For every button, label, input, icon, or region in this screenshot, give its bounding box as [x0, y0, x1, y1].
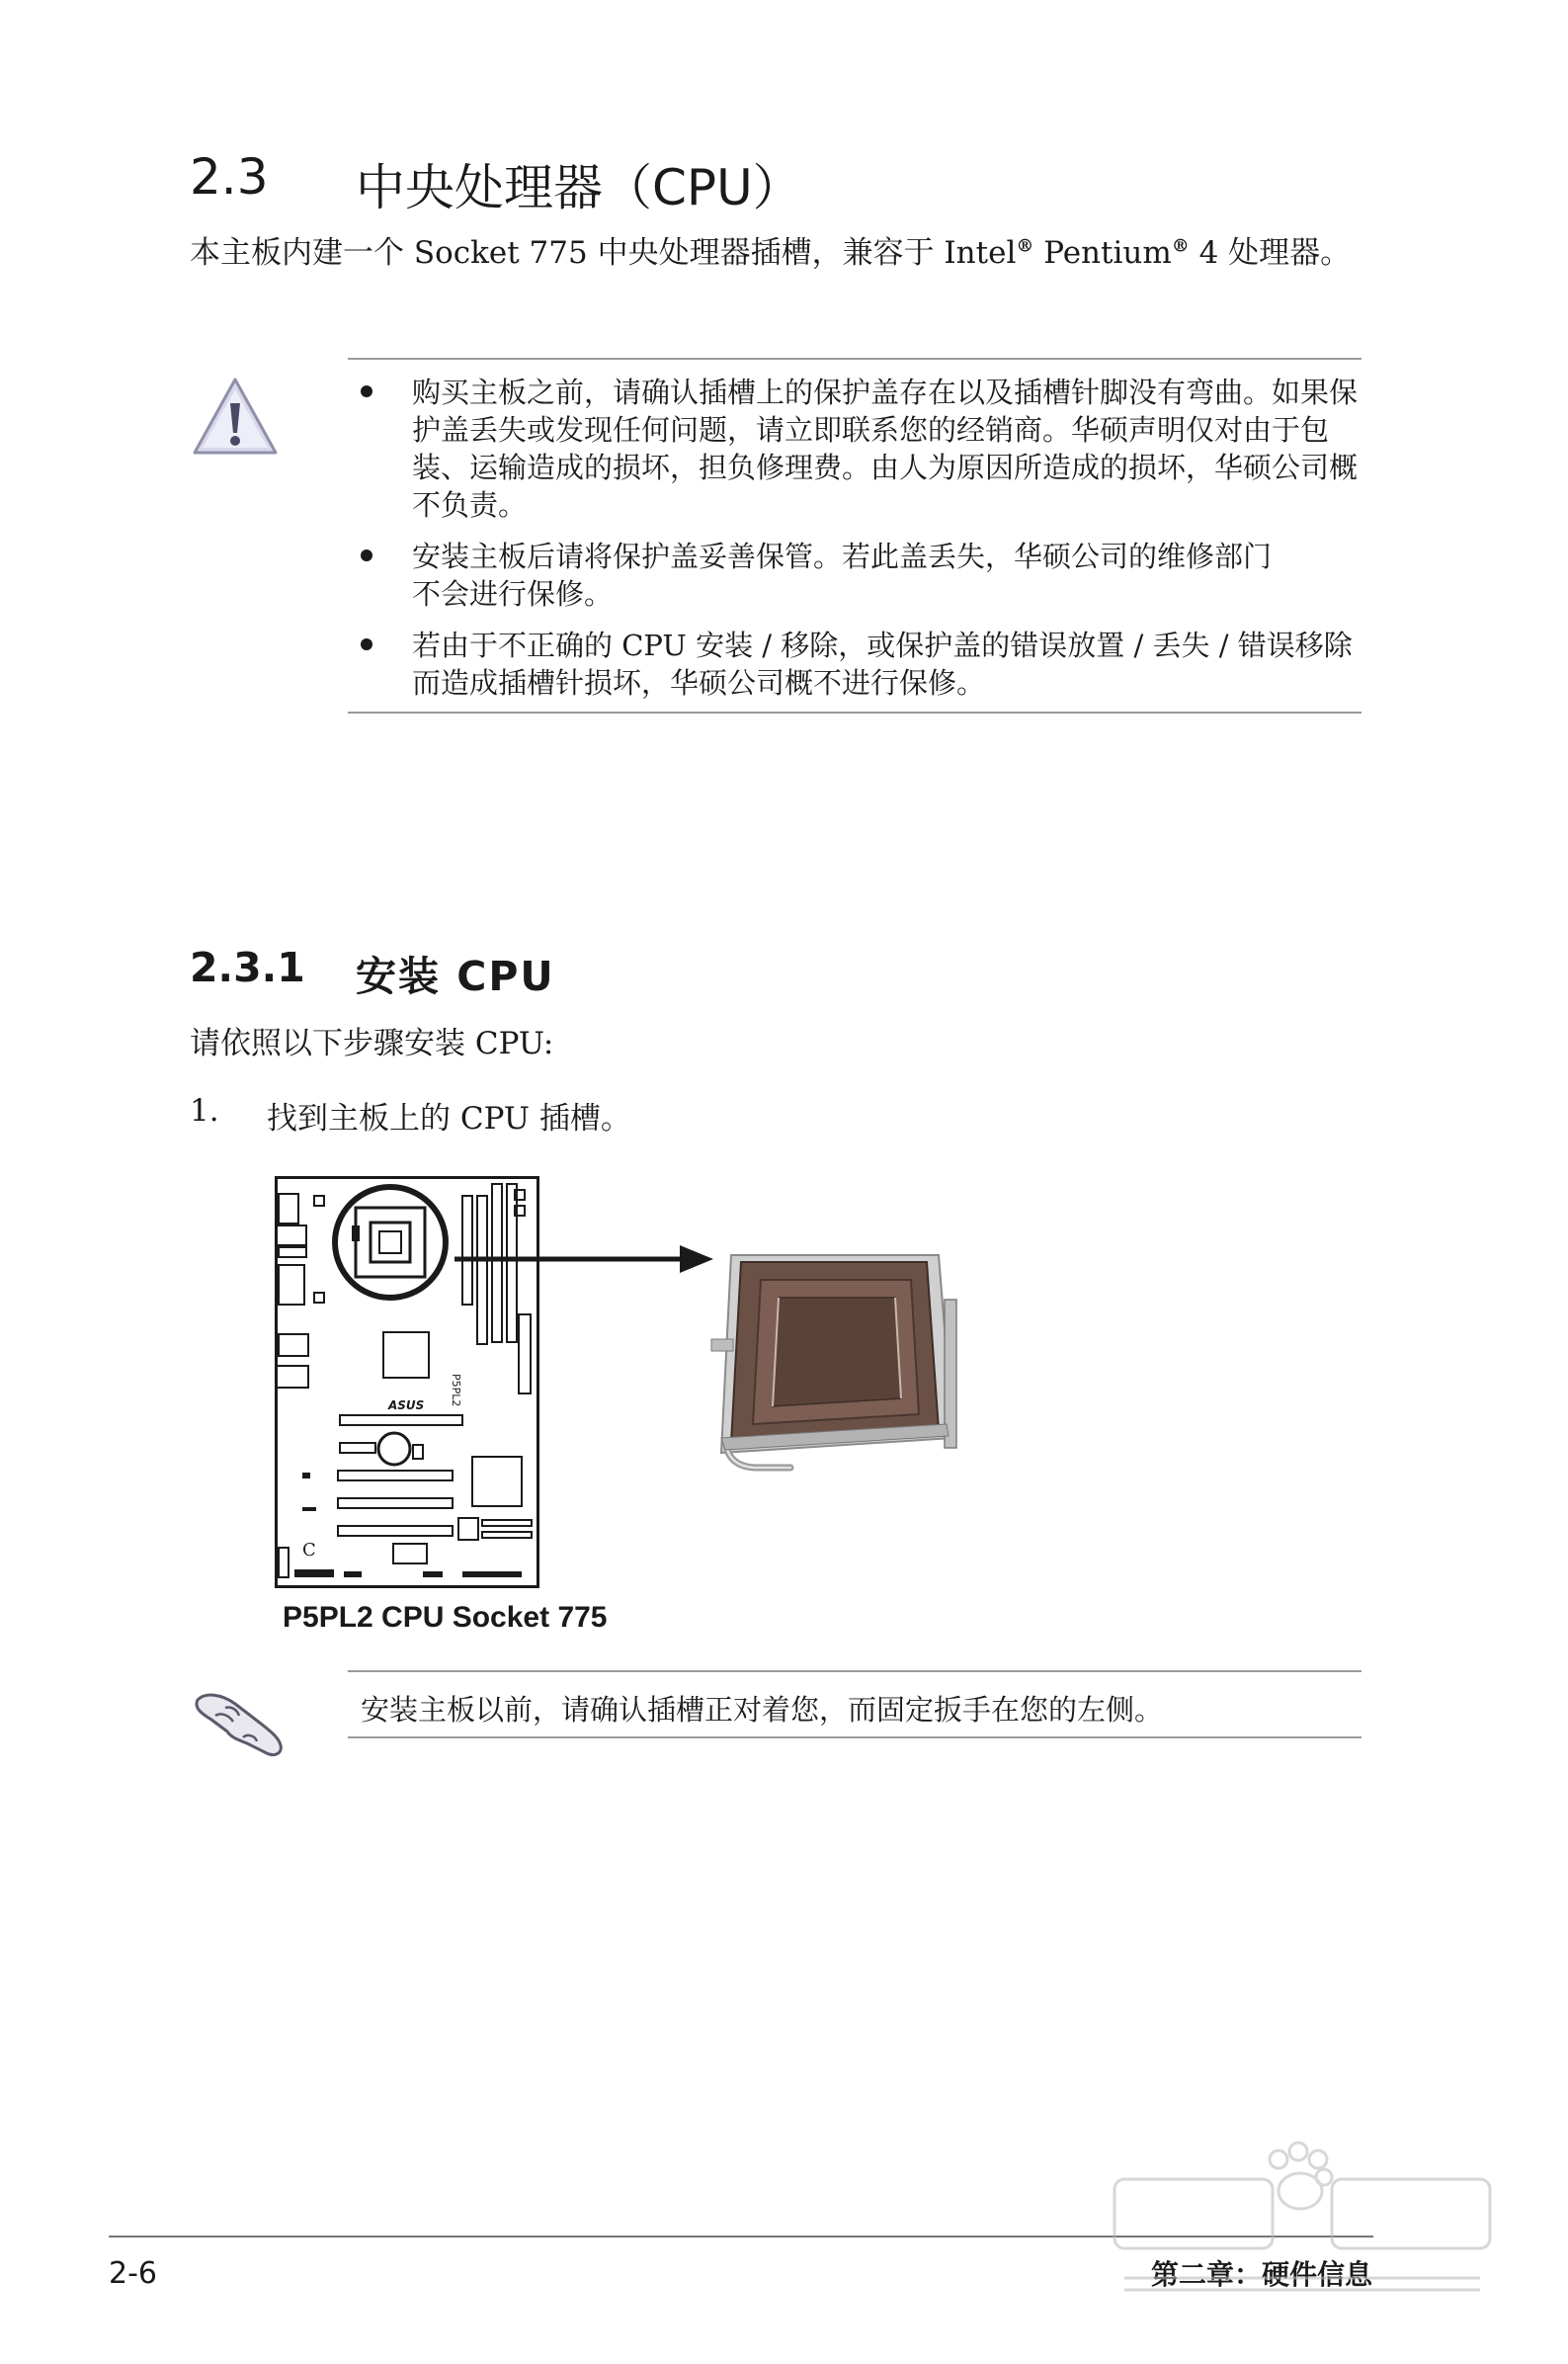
page-number: 2-6	[109, 2256, 157, 2291]
warning-triangle-icon	[191, 376, 280, 457]
step-number: 1.	[190, 1093, 219, 1129]
pointer-arrow-icon	[454, 1239, 721, 1279]
note-bottom-rule	[348, 1736, 1362, 1738]
warning-item: 若由于不正确的 CPU 安装 / 移除，或保护盖的错误放置 / 丢失 / 错误移除 而造成插槽针损坏，华硕公司概不进行保修。	[361, 627, 1359, 702]
note-hand-icon	[192, 1680, 287, 1759]
section-intro	[190, 227, 1351, 272]
subsection-title: 安装 CPU	[356, 953, 555, 1000]
chapter-label: 第二章：硬件信息	[1150, 2258, 1372, 2291]
cpu-socket-image	[701, 1240, 958, 1497]
figure-caption: P5PL2 CPU Socket 775	[283, 1601, 608, 1634]
intro-text-3: 4 处理器。	[1189, 235, 1352, 271]
watermark-logo-icon	[1105, 2130, 1500, 2303]
subsection-number: 2.3.1	[190, 944, 305, 991]
motherboard-diagram	[275, 1176, 541, 1591]
bullet-icon	[361, 638, 372, 650]
board-brand-label: ASUS	[388, 1398, 425, 1412]
step-text: 找到主板上的 CPU 插槽。	[267, 1101, 631, 1137]
warning-list	[361, 374, 1359, 716]
note-text: 安装主板以前，请确认插槽正对着您，而固定扳手在您的左侧。	[361, 1693, 1164, 1727]
board-model-label: P5PL2	[450, 1374, 462, 1407]
bullet-icon	[361, 385, 372, 397]
section-number: 2.3	[190, 148, 269, 206]
svg-text:C: C	[302, 1540, 316, 1561]
section-title: 中央处理器（CPU）	[356, 159, 802, 216]
bullet-icon	[361, 549, 372, 561]
registered-mark-2: ®	[1171, 235, 1190, 257]
intro-text-1: 本主板内建一个 Socket 775 中央处理器插槽，兼容于 Intel	[190, 235, 1017, 271]
warning-top-rule	[348, 358, 1362, 360]
registered-mark-1: ®	[1016, 235, 1034, 257]
warning-item: 购买主板之前，请确认插槽上的保护盖存在以及插槽针脚没有弯曲。如果保 护盖丢失或发现任何问题，请立即联系您的经销商。华硕声明仅对由于包 装、运输造成的损坏，担负修理费。由人为原因所造成的损坏，华硕公司概 不负责。	[361, 374, 1359, 524]
note-top-rule	[348, 1670, 1362, 1672]
intro-text-2: Pentium	[1033, 235, 1172, 271]
step-intro: 请依照以下步骤安装 CPU:	[190, 1026, 554, 1061]
warning-bottom-rule	[348, 712, 1362, 714]
warning-item: 安装主板后请将保护盖妥善保管。若此盖丢失，华硕公司的维修部门 不会进行保修。	[361, 538, 1359, 613]
